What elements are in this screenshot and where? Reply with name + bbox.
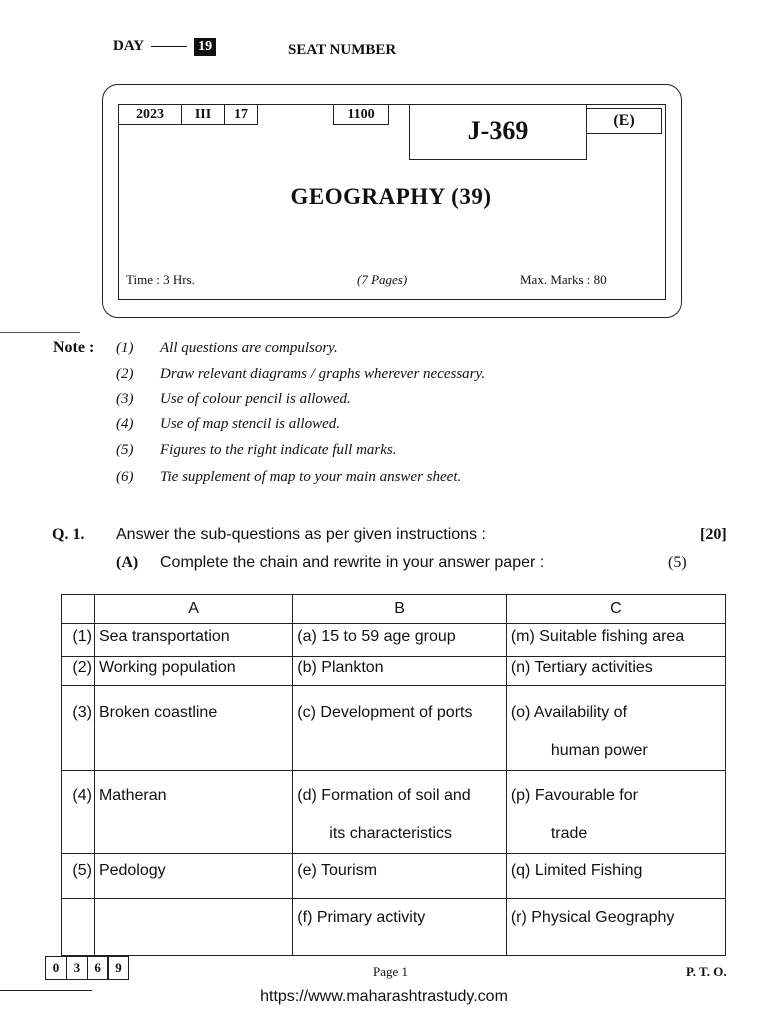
cell-c: (q) Limited Fishing bbox=[506, 854, 725, 899]
cell-c-line: (p) Favourable for bbox=[510, 787, 638, 804]
note-item: (6) Tie supplement of map to your main answer sheet. bbox=[116, 469, 462, 485]
note-item: (2) Draw relevant diagrams / graphs wherever necessary. bbox=[116, 366, 486, 382]
year-box: 2023 bbox=[118, 104, 182, 125]
cell-c-line: human power bbox=[550, 742, 648, 759]
cell-a bbox=[94, 899, 292, 956]
subject-title: GEOGRAPHY (39) bbox=[290, 184, 492, 209]
day-label: DAY bbox=[113, 38, 144, 54]
row-number: (3) bbox=[62, 686, 95, 771]
subquestion-text: Complete the chain and rewrite in your answer paper : bbox=[160, 554, 545, 571]
max-marks-label: Max. Marks : 80 bbox=[520, 272, 607, 287]
cell-b: (a) 15 to 59 age group bbox=[293, 624, 507, 657]
cell-c-line: (o) Availability of bbox=[510, 704, 628, 721]
subquestion-label: (A) bbox=[116, 554, 139, 571]
table-header: C bbox=[506, 595, 725, 624]
code-digit: 3 bbox=[66, 956, 88, 980]
cell-a: Matheran bbox=[94, 771, 292, 854]
cell-c: (n) Tertiary activities bbox=[506, 657, 725, 686]
code-digit: 9 bbox=[107, 956, 129, 980]
code-digit: 6 bbox=[87, 956, 109, 980]
seat-number-label: SEAT NUMBER bbox=[288, 42, 397, 58]
roman-box: III bbox=[181, 104, 225, 125]
divider bbox=[0, 332, 80, 333]
note-label: Note : bbox=[53, 339, 95, 356]
page-number: Page 1 bbox=[373, 964, 409, 979]
row-number: (1) bbox=[62, 624, 95, 657]
table-header: A bbox=[94, 595, 292, 624]
pto-label: P. T. O. bbox=[686, 964, 727, 979]
cell-b: (e) Tourism bbox=[293, 854, 507, 899]
table-header-blank bbox=[62, 595, 95, 624]
cell-b bbox=[293, 771, 507, 854]
cell-c: (m) Suitable fishing area bbox=[506, 624, 725, 657]
cell-b-line: (d) Formation of soil and bbox=[297, 787, 471, 804]
cell-b: (c) Development of ports bbox=[293, 686, 507, 771]
table-row bbox=[62, 771, 726, 854]
question-text: Answer the sub-questions as per given instructions : bbox=[116, 526, 486, 543]
note-item: (4) Use of map stencil is allowed. bbox=[116, 416, 340, 432]
chain-table bbox=[61, 594, 726, 956]
subquestion-marks: (5) bbox=[668, 554, 687, 571]
question-marks: [20] bbox=[700, 526, 727, 543]
cell-b: (f) Primary activity bbox=[293, 899, 507, 956]
table-row bbox=[62, 899, 726, 956]
note-item: (1) All questions are compulsory. bbox=[116, 340, 338, 356]
code-small-box: 1100 bbox=[333, 104, 389, 125]
source-url-link[interactable]: https://www.maharashtrastudy.com bbox=[260, 988, 508, 1005]
cell-b-line: its characteristics bbox=[329, 825, 452, 842]
pages-label: (7 Pages) bbox=[357, 272, 408, 287]
table-header-row bbox=[62, 595, 726, 624]
cell-b: (b) Plankton bbox=[293, 657, 507, 686]
cell-c bbox=[506, 686, 725, 771]
row-number: (2) bbox=[62, 657, 95, 686]
row-number bbox=[62, 899, 95, 956]
code-digit: 0 bbox=[45, 956, 67, 980]
table-header: B bbox=[293, 595, 507, 624]
cell-a: Sea transportation bbox=[94, 624, 292, 657]
note-item: (3) Use of colour pencil is allowed. bbox=[116, 391, 351, 407]
paper-code: J-369 bbox=[409, 104, 587, 160]
table-row bbox=[62, 686, 726, 771]
day-indicator bbox=[113, 38, 216, 56]
medium-box: (E) bbox=[586, 108, 662, 134]
cell-a: Pedology bbox=[94, 854, 292, 899]
table-row bbox=[62, 624, 726, 657]
row-number: (5) bbox=[62, 854, 95, 899]
cell-c: (r) Physical Geography bbox=[506, 899, 725, 956]
day-number: 19 bbox=[194, 38, 216, 56]
question-number: Q. 1. bbox=[52, 526, 85, 543]
paper-code-digits bbox=[45, 956, 128, 980]
cell-a: Broken coastline bbox=[94, 686, 292, 771]
row-number: (4) bbox=[62, 771, 95, 854]
number-box: 17 bbox=[224, 104, 258, 125]
note-item: (5) Figures to the right indicate full marks. bbox=[116, 442, 397, 458]
cell-c-line: trade bbox=[550, 825, 588, 842]
table-row bbox=[62, 657, 726, 686]
time-label: Time : 3 Hrs. bbox=[126, 272, 195, 287]
cell-c bbox=[506, 771, 725, 854]
day-dash bbox=[151, 46, 187, 47]
cell-a: Working population bbox=[94, 657, 292, 686]
table-row bbox=[62, 854, 726, 899]
